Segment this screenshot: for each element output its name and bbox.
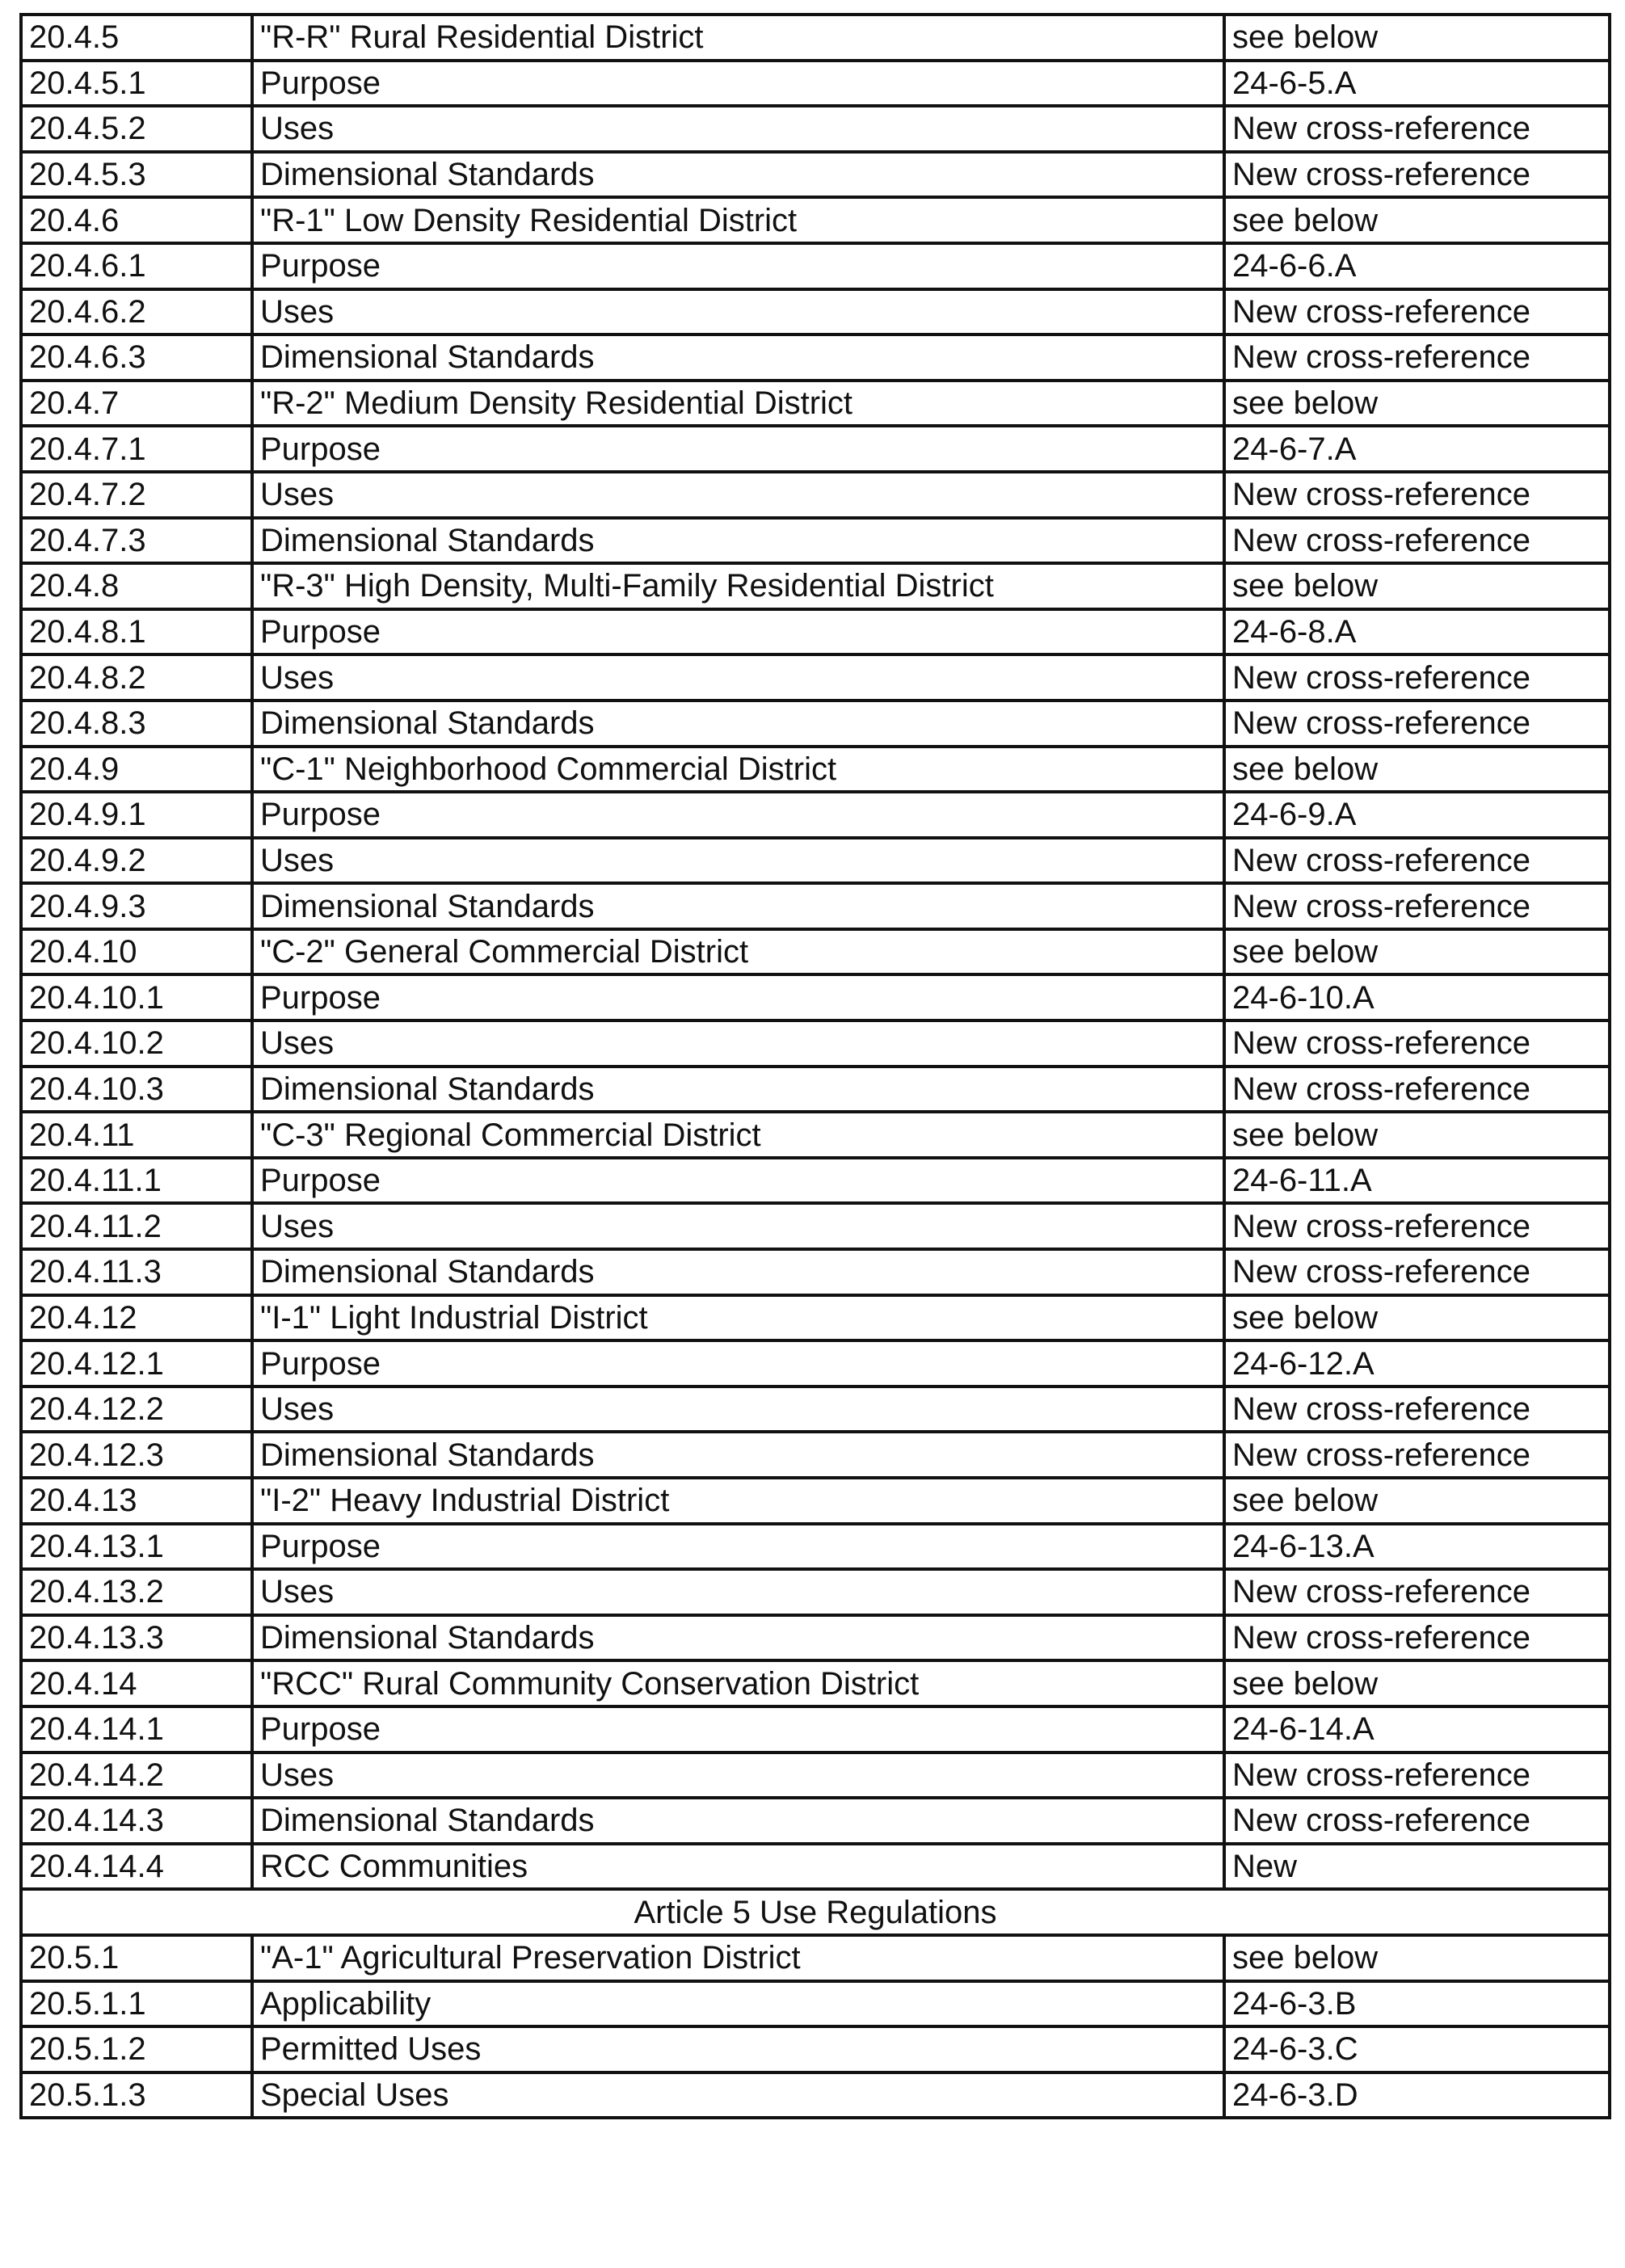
- table-row: [21, 563, 1610, 609]
- table-row: [21, 518, 1610, 564]
- table-row: [21, 974, 1610, 1020]
- section-title-cell: "I-1" Light Industrial District: [252, 1295, 1224, 1341]
- section-title-cell: Dimensional Standards: [252, 152, 1224, 198]
- section-title-cell: "I-2" Heavy Industrial District: [252, 1478, 1224, 1524]
- table-row: [21, 2026, 1610, 2072]
- section-title-cell: Dimensional Standards: [252, 1798, 1224, 1844]
- section-title-cell: Dimensional Standards: [252, 1615, 1224, 1661]
- section-number-cell: 20.4.12: [21, 1295, 252, 1341]
- reference-cell: 24-6-12.A: [1224, 1340, 1610, 1386]
- reference-cell: New cross-reference: [1224, 654, 1610, 701]
- table-row: [21, 792, 1610, 838]
- reference-cell: New cross-reference: [1224, 1432, 1610, 1478]
- reference-cell: see below: [1224, 15, 1610, 61]
- table-row: [21, 1067, 1610, 1113]
- section-number-cell: 20.4.13: [21, 1478, 252, 1524]
- reference-cell: New cross-reference: [1224, 1569, 1610, 1615]
- section-number-cell: 20.4.5: [21, 15, 252, 61]
- section-number-cell: 20.4.12.2: [21, 1386, 252, 1433]
- reference-cell: 24-6-14.A: [1224, 1706, 1610, 1753]
- reference-cell: 24-6-3.D: [1224, 2072, 1610, 2119]
- section-number-cell: 20.4.9.2: [21, 838, 252, 884]
- table-row: [21, 654, 1610, 701]
- section-title-cell: Purpose: [252, 609, 1224, 655]
- section-title-cell: Purpose: [252, 61, 1224, 107]
- section-title-cell: "R-2" Medium Density Residential District: [252, 381, 1224, 427]
- table-row: [21, 152, 1610, 198]
- table-row: [21, 15, 1610, 61]
- section-number-cell: 20.5.1.3: [21, 2072, 252, 2119]
- reference-cell: New: [1224, 1844, 1610, 1890]
- reference-cell: see below: [1224, 1935, 1610, 1981]
- table-row: [21, 838, 1610, 884]
- section-title-cell: Dimensional Standards: [252, 518, 1224, 564]
- table-row: [21, 1386, 1610, 1433]
- reference-cell: 24-6-7.A: [1224, 426, 1610, 472]
- section-title-cell: "R-3" High Density, Multi-Family Residential District: [252, 563, 1224, 609]
- reference-cell: New cross-reference: [1224, 106, 1610, 152]
- section-number-cell: 20.4.8.1: [21, 609, 252, 655]
- reference-cell: New cross-reference: [1224, 518, 1610, 564]
- reference-cell: New cross-reference: [1224, 152, 1610, 198]
- table-row: [21, 1981, 1610, 2027]
- section-number-cell: 20.4.9: [21, 747, 252, 793]
- reference-cell: 24-6-6.A: [1224, 243, 1610, 289]
- reference-cell: New cross-reference: [1224, 883, 1610, 929]
- section-number-cell: 20.4.14.4: [21, 1844, 252, 1890]
- section-title-cell: RCC Communities: [252, 1844, 1224, 1890]
- table: [19, 13, 1611, 2119]
- reference-cell: New cross-reference: [1224, 1798, 1610, 1844]
- table-row: [21, 929, 1610, 975]
- reference-cell: New cross-reference: [1224, 1020, 1610, 1067]
- section-title-cell: Dimensional Standards: [252, 883, 1224, 929]
- section-number-cell: 20.4.7.2: [21, 472, 252, 518]
- section-number-cell: 20.4.7: [21, 381, 252, 427]
- section-title-cell: Uses: [252, 1753, 1224, 1799]
- section-title-cell: Purpose: [252, 974, 1224, 1020]
- section-title-cell: Uses: [252, 1386, 1224, 1433]
- section-title-cell: "C-3" Regional Commercial District: [252, 1112, 1224, 1158]
- section-title-cell: Uses: [252, 289, 1224, 335]
- section-title-cell: Purpose: [252, 243, 1224, 289]
- table-row: [21, 1798, 1610, 1844]
- table-row: [21, 747, 1610, 793]
- section-number-cell: 20.4.10: [21, 929, 252, 975]
- section-title-cell: Purpose: [252, 1158, 1224, 1204]
- table-row: [21, 1340, 1610, 1386]
- section-title-cell: Purpose: [252, 426, 1224, 472]
- reference-cell: see below: [1224, 563, 1610, 609]
- reference-cell: New cross-reference: [1224, 1753, 1610, 1799]
- table-row: [21, 1706, 1610, 1753]
- section-title-cell: Purpose: [252, 792, 1224, 838]
- section-title-cell: Purpose: [252, 1524, 1224, 1570]
- section-title-cell: Uses: [252, 1569, 1224, 1615]
- reference-cell: 24-6-3.C: [1224, 2026, 1610, 2072]
- section-number-cell: 20.4.5.3: [21, 152, 252, 198]
- section-number-cell: 20.4.11: [21, 1112, 252, 1158]
- reference-cell: New cross-reference: [1224, 335, 1610, 381]
- section-title-cell: Uses: [252, 838, 1224, 884]
- section-number-cell: 20.4.6.2: [21, 289, 252, 335]
- section-number-cell: 20.4.5.1: [21, 61, 252, 107]
- reference-cell: 24-6-10.A: [1224, 974, 1610, 1020]
- table-row: [21, 335, 1610, 381]
- section-number-cell: 20.4.12.1: [21, 1340, 252, 1386]
- table-row: [21, 61, 1610, 107]
- section-title-cell: "A-1" Agricultural Preservation District: [252, 1935, 1224, 1981]
- reference-cell: see below: [1224, 747, 1610, 793]
- section-number-cell: 20.4.10.1: [21, 974, 252, 1020]
- section-title-cell: Dimensional Standards: [252, 335, 1224, 381]
- reference-cell: see below: [1224, 197, 1610, 243]
- section-title-cell: "C-2" General Commercial District: [252, 929, 1224, 975]
- section-title-cell: Purpose: [252, 1706, 1224, 1753]
- section-number-cell: 20.5.1.2: [21, 2026, 252, 2072]
- reference-cell: 24-6-3.B: [1224, 1981, 1610, 2027]
- section-title-cell: Applicability: [252, 1981, 1224, 2027]
- reference-cell: 24-6-9.A: [1224, 792, 1610, 838]
- table-row: [21, 883, 1610, 929]
- table-row: [21, 1569, 1610, 1615]
- section-number-cell: 20.4.13.1: [21, 1524, 252, 1570]
- reference-cell: New cross-reference: [1224, 1386, 1610, 1433]
- section-number-cell: 20.4.6.3: [21, 335, 252, 381]
- reference-cell: 24-6-5.A: [1224, 61, 1610, 107]
- reference-cell: see below: [1224, 381, 1610, 427]
- section-number-cell: 20.4.14: [21, 1660, 252, 1706]
- table-row: [21, 381, 1610, 427]
- table-row: [21, 1112, 1610, 1158]
- section-number-cell: 20.4.9.1: [21, 792, 252, 838]
- section-title-cell: "RCC" Rural Community Conservation District: [252, 1660, 1224, 1706]
- section-number-cell: 20.4.12.3: [21, 1432, 252, 1478]
- table-row: [21, 1020, 1610, 1067]
- cross-reference-table: [19, 13, 1608, 2119]
- section-title-cell: Uses: [252, 106, 1224, 152]
- section-number-cell: 20.5.1: [21, 1935, 252, 1981]
- table-row: [21, 1660, 1610, 1706]
- section-number-cell: 20.4.5.2: [21, 106, 252, 152]
- table-row: [21, 1249, 1610, 1295]
- section-title-cell: Uses: [252, 472, 1224, 518]
- reference-cell: New cross-reference: [1224, 1067, 1610, 1113]
- section-number-cell: 20.4.10.2: [21, 1020, 252, 1067]
- section-title-cell: Uses: [252, 654, 1224, 701]
- section-number-cell: 20.4.13.3: [21, 1615, 252, 1661]
- section-number-cell: 20.4.7.1: [21, 426, 252, 472]
- section-number-cell: 20.4.11.1: [21, 1158, 252, 1204]
- article-heading-row: [21, 1889, 1610, 1935]
- table-row: [21, 1753, 1610, 1799]
- table-row: [21, 243, 1610, 289]
- table-row: [21, 1524, 1610, 1570]
- table-row: [21, 1844, 1610, 1890]
- reference-cell: 24-6-8.A: [1224, 609, 1610, 655]
- reference-cell: New cross-reference: [1224, 289, 1610, 335]
- table-row: [21, 1295, 1610, 1341]
- section-number-cell: 20.4.10.3: [21, 1067, 252, 1113]
- reference-cell: 24-6-11.A: [1224, 1158, 1610, 1204]
- reference-cell: New cross-reference: [1224, 472, 1610, 518]
- section-title-cell: Purpose: [252, 1340, 1224, 1386]
- section-number-cell: 20.4.8: [21, 563, 252, 609]
- section-title-cell: Permitted Uses: [252, 2026, 1224, 2072]
- table-row: [21, 1432, 1610, 1478]
- section-number-cell: 20.4.14.1: [21, 1706, 252, 1753]
- section-title-cell: Dimensional Standards: [252, 1249, 1224, 1295]
- table-row: [21, 1935, 1610, 1981]
- section-number-cell: 20.4.14.2: [21, 1753, 252, 1799]
- section-number-cell: 20.4.9.3: [21, 883, 252, 929]
- section-title-cell: "C-1" Neighborhood Commercial District: [252, 747, 1224, 793]
- table-row: [21, 197, 1610, 243]
- table-row: [21, 1615, 1610, 1661]
- section-title-cell: Special Uses: [252, 2072, 1224, 2119]
- reference-cell: see below: [1224, 1478, 1610, 1524]
- section-title-cell: Dimensional Standards: [252, 1432, 1224, 1478]
- table-row: [21, 701, 1610, 747]
- reference-cell: New cross-reference: [1224, 701, 1610, 747]
- section-number-cell: 20.5.1.1: [21, 1981, 252, 2027]
- reference-cell: see below: [1224, 1295, 1610, 1341]
- section-number-cell: 20.4.6: [21, 197, 252, 243]
- section-title-cell: Dimensional Standards: [252, 701, 1224, 747]
- table-row: [21, 1158, 1610, 1204]
- reference-cell: New cross-reference: [1224, 838, 1610, 884]
- section-number-cell: 20.4.8.2: [21, 654, 252, 701]
- section-title-cell: "R-R" Rural Residential District: [252, 15, 1224, 61]
- table-row: [21, 609, 1610, 655]
- section-title-cell: Dimensional Standards: [252, 1067, 1224, 1113]
- table-body: [21, 15, 1610, 2118]
- table-row: [21, 426, 1610, 472]
- reference-cell: New cross-reference: [1224, 1203, 1610, 1249]
- reference-cell: New cross-reference: [1224, 1615, 1610, 1661]
- section-number-cell: 20.4.11.2: [21, 1203, 252, 1249]
- reference-cell: see below: [1224, 929, 1610, 975]
- table-row: [21, 1203, 1610, 1249]
- section-title-cell: Uses: [252, 1203, 1224, 1249]
- table-row: [21, 289, 1610, 335]
- reference-cell: see below: [1224, 1112, 1610, 1158]
- section-number-cell: 20.4.13.2: [21, 1569, 252, 1615]
- section-number-cell: 20.4.6.1: [21, 243, 252, 289]
- section-title-cell: Uses: [252, 1020, 1224, 1067]
- article-heading: Article 5 Use Regulations: [21, 1889, 1610, 1935]
- section-title-cell: "R-1" Low Density Residential District: [252, 197, 1224, 243]
- section-number-cell: 20.4.11.3: [21, 1249, 252, 1295]
- section-number-cell: 20.4.14.3: [21, 1798, 252, 1844]
- table-row: [21, 106, 1610, 152]
- section-number-cell: 20.4.7.3: [21, 518, 252, 564]
- table-row: [21, 2072, 1610, 2119]
- reference-cell: New cross-reference: [1224, 1249, 1610, 1295]
- reference-cell: 24-6-13.A: [1224, 1524, 1610, 1570]
- section-number-cell: 20.4.8.3: [21, 701, 252, 747]
- table-row: [21, 472, 1610, 518]
- table-row: [21, 1478, 1610, 1524]
- reference-cell: see below: [1224, 1660, 1610, 1706]
